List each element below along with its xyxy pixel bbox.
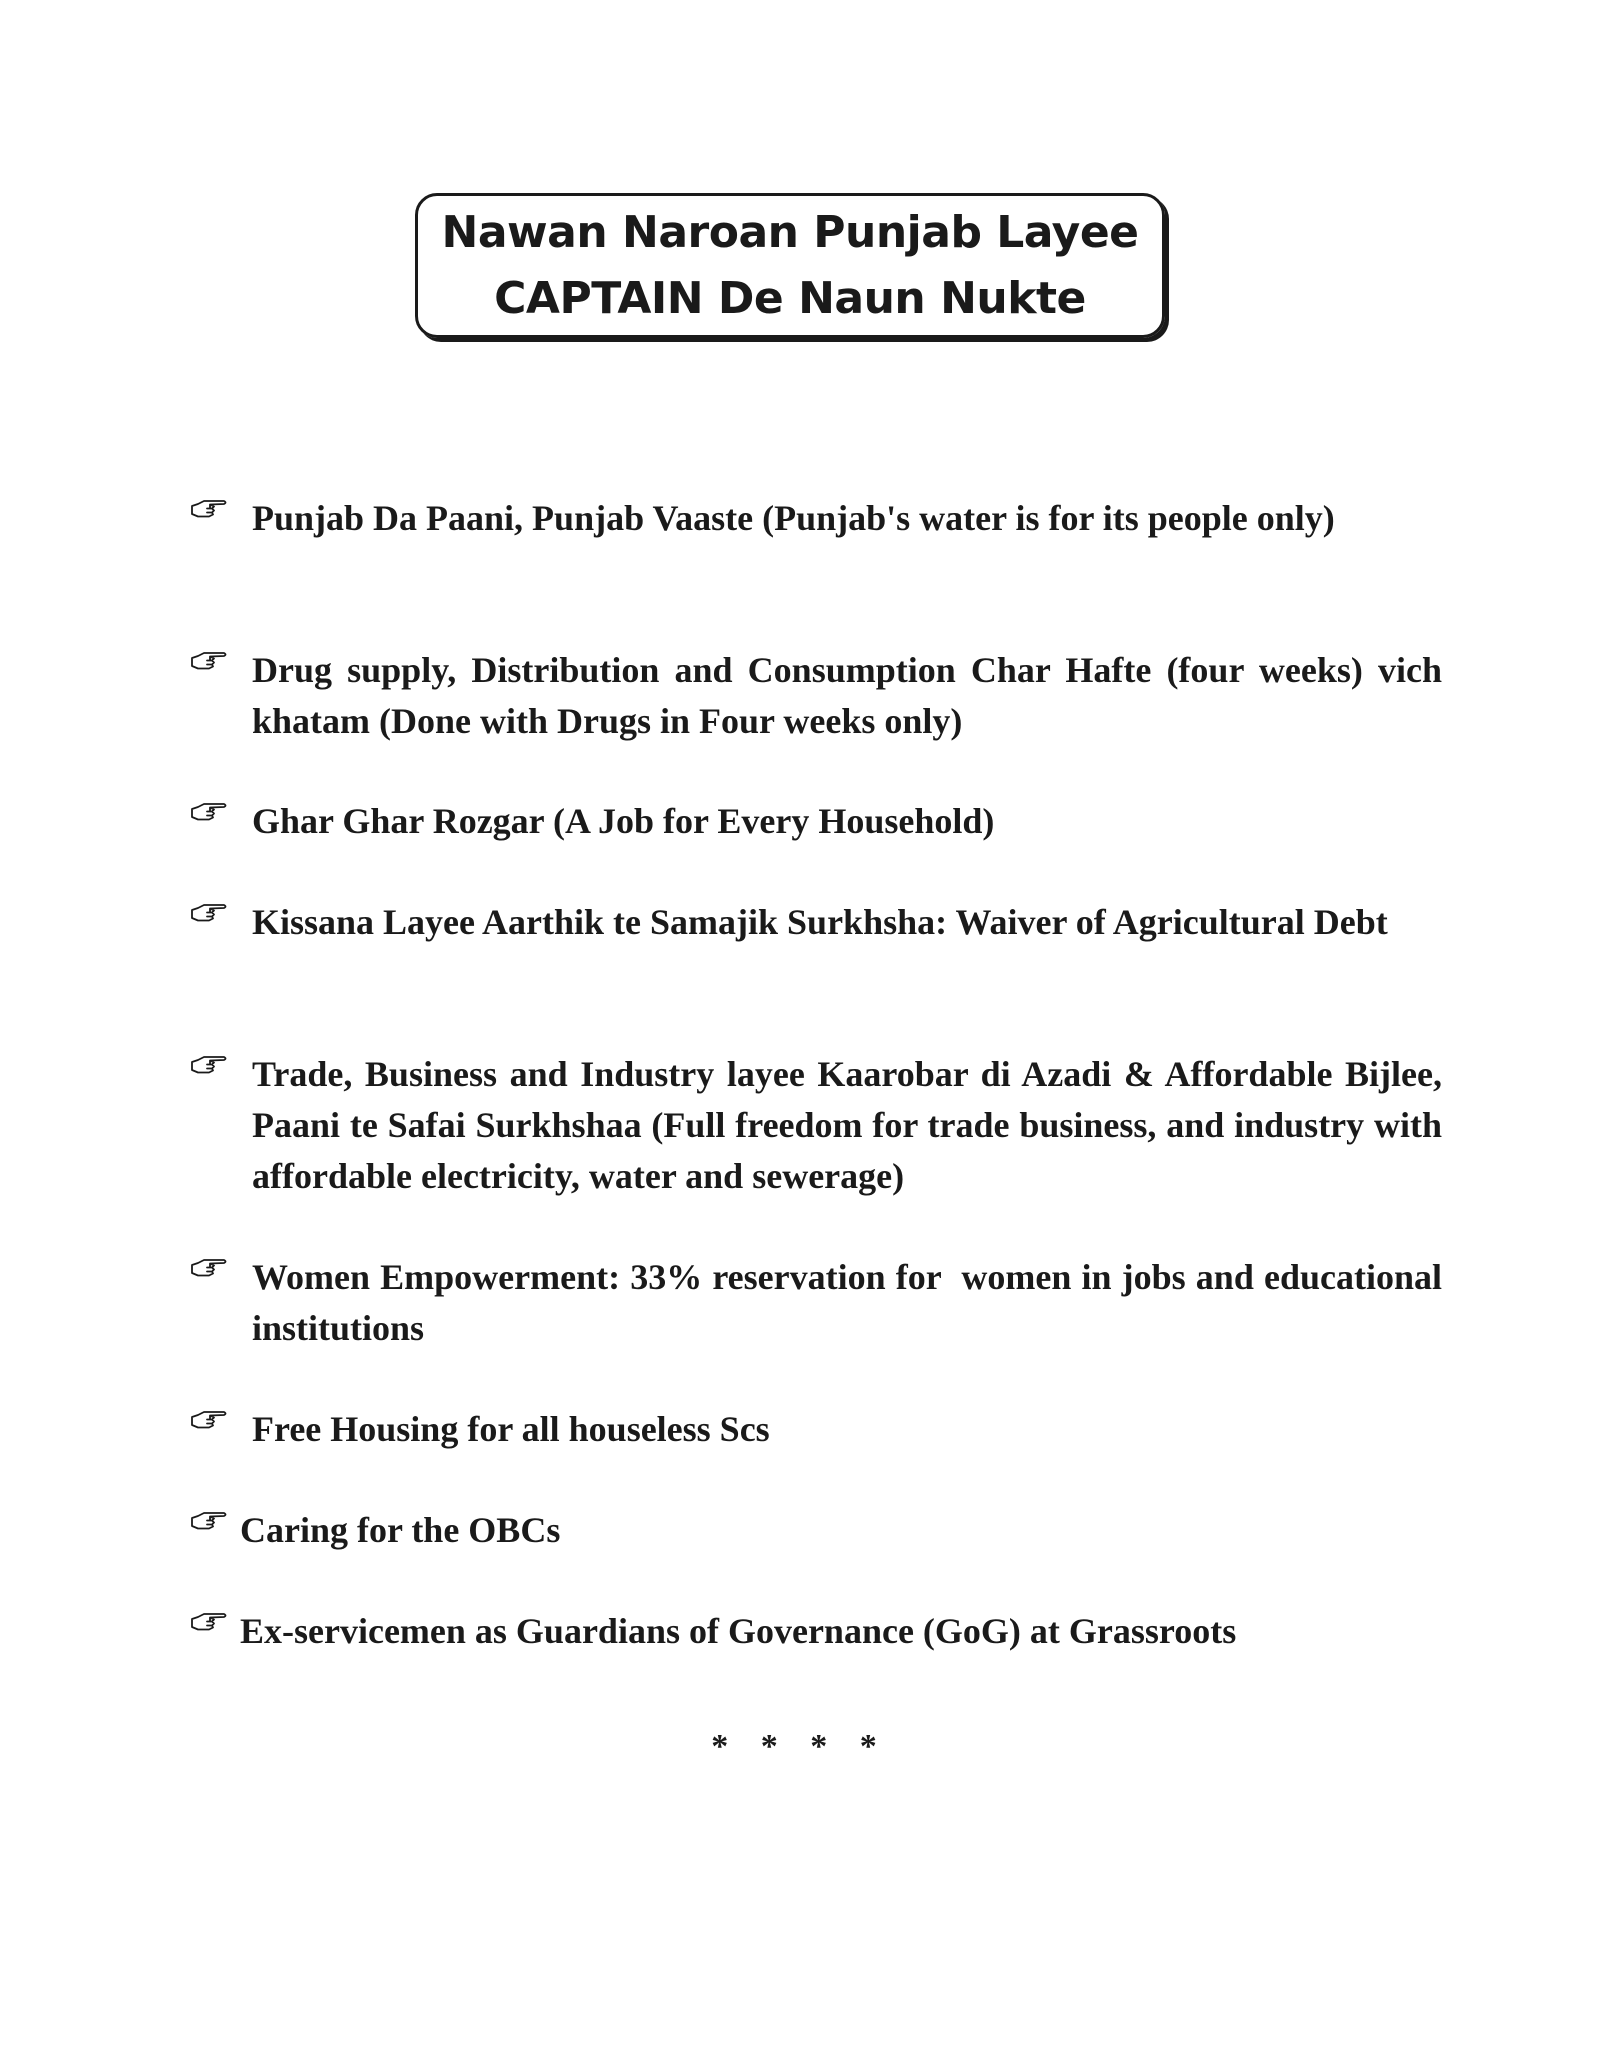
point-text: Free Housing for all houseless Scs — [252, 1409, 770, 1449]
pointing-hand-icon — [190, 800, 228, 826]
pointing-hand-icon — [190, 497, 228, 523]
title-line-2: CAPTAIN De Naun Nukte — [494, 272, 1086, 324]
pointing-hand-icon — [190, 1053, 228, 1079]
pointing-hand-icon — [190, 649, 228, 675]
point-text: Ghar Ghar Rozgar (A Job for Every Household) — [252, 801, 995, 841]
end-marker: * * * * — [711, 1728, 889, 1765]
title-line-1: Nawan Naroan Punjab Layee — [441, 206, 1139, 258]
point-text: Women Empowerment: 33% reservation for women in jobs and educational institutions — [252, 1257, 1451, 1348]
point-text: Drug supply, Distribution and Consumption Char Hafte (four weeks) vich khatam (Done with Drugs in Four weeks only) — [252, 650, 1442, 741]
point-text: Kissana Layee Aarthik te Samajik Surkhsha: Waiver of Agricultural Debt — [252, 902, 1388, 942]
pointing-hand-icon — [190, 1408, 228, 1434]
pointing-hand-icon — [190, 1256, 228, 1282]
pointing-hand-icon — [190, 1610, 228, 1636]
pointing-hand-icon — [190, 901, 228, 927]
point-text: Ex-servicemen as Guardians of Governance (GoG) at Grassroots — [240, 1611, 1237, 1651]
point-text: Caring for the OBCs — [240, 1510, 561, 1550]
point-text: Trade, Business and Industry layee Kaarobar di Azadi & Affordable Bijlee, Paani te Safai Surkhshaa (Full freedom for trade business, and industry with affordable electricity, water and sewerage) — [252, 1054, 1442, 1196]
point-text: Punjab Da Paani, Punjab Vaaste (Punjab's water is for its people only) — [252, 498, 1335, 538]
pointing-hand-icon — [190, 1509, 228, 1535]
